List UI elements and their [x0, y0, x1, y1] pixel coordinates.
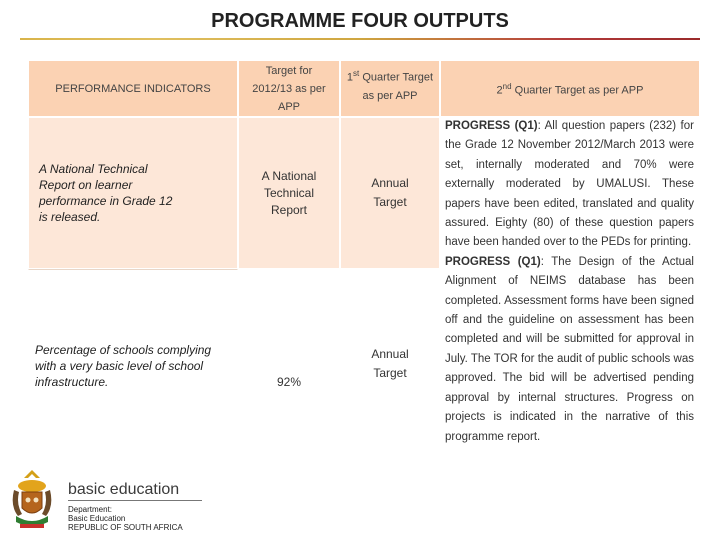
- progress-q1-row2: [445, 253, 694, 447]
- progress-text: [445, 117, 694, 447]
- progress-label: PROGRESS (Q1): [445, 255, 541, 268]
- row2-indicator-text: Percentage of schools complying with a very basic level of school infrastructure.: [35, 343, 212, 389]
- header-q1-label: Quarter Target as per APP: [359, 71, 434, 102]
- footer-divider: [68, 500, 202, 501]
- progress-body: : The Design of the Actual Alignment of NEIMS database has been completed. Assessment forms have been signed off and the guideline on assessment has been completed and will be submitted for approval in July. The TOR for the audit of public schools was approved. The bid will be advertised pending approval by internal structures. Progress on projects is indicated in the narrative of this programme report.: [445, 255, 694, 443]
- header-q2-label: Quarter Target as per APP: [511, 84, 644, 97]
- row1-target-text: A National Technical Report: [261, 168, 317, 217]
- header-q2-num: 2: [496, 84, 503, 97]
- row2-indicator: [28, 269, 238, 459]
- title-underline: [20, 38, 700, 40]
- header-q1: [340, 60, 440, 117]
- department-block: [68, 505, 183, 532]
- brand-logo-text: basic education: [68, 481, 180, 498]
- row1-target: [238, 117, 340, 269]
- row2-q1-text: Annual Target: [371, 347, 409, 380]
- header-indicators: [28, 60, 238, 117]
- row1-indicator: [28, 117, 238, 269]
- row1-q1-text: Annual Target: [371, 176, 409, 209]
- row1-q1: [340, 117, 440, 269]
- country-name: REPUBLIC OF SOUTH AFRICA: [68, 523, 183, 532]
- coat-of-arms-icon: [6, 466, 58, 536]
- progress-body: : All question papers (232) for the Grade 12 November 2012/March 2013 were set, internally moderated and 70% were externally moderated by UMALUSI. These papers have been edited, translated and quality assured. Eighty (80) of these question papers have been handed over to the PEDs for printing.: [445, 120, 694, 249]
- header-target: [238, 60, 340, 117]
- header-target-label: Target for 2012/13 as per APP: [252, 64, 326, 113]
- header-q2-sup: nd: [502, 81, 512, 91]
- department-label: Department:: [68, 505, 113, 514]
- header-q2: [440, 60, 700, 117]
- row2-q1: [340, 269, 440, 459]
- header-q1-sup: st: [353, 69, 360, 78]
- progress-q1-row1: [445, 117, 694, 253]
- row2-target-text: 92%: [276, 375, 302, 389]
- progress-label: PROGRESS (Q1): [445, 120, 538, 132]
- row1-indicator-text: A National Technical Report on learner performance in Grade 12 is released.: [39, 162, 173, 224]
- row2-target: [238, 269, 340, 459]
- page-title: PROGRAMME FOUR OUTPUTS: [211, 10, 509, 32]
- department-name: Basic Education: [68, 514, 126, 523]
- header-q1-num: 1: [346, 71, 354, 84]
- header-indicators-label: PERFORMANCE INDICATORS: [55, 82, 211, 95]
